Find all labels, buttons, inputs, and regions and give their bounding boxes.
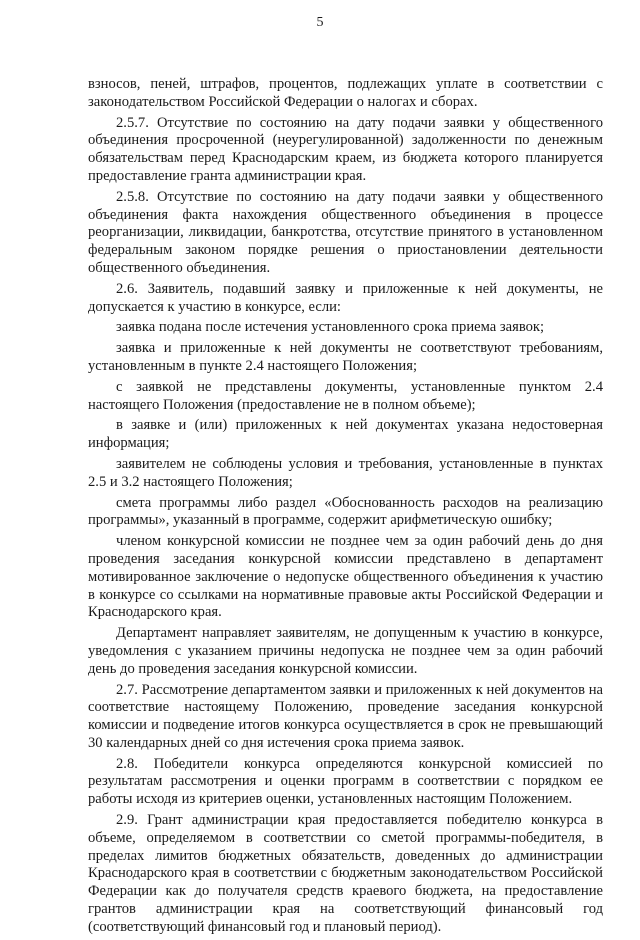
paragraph-notification: Департамент направляет заявителям, не допущенным к участию в конкурсе, уведомления с указанием причины недопуска не позднее чем за один рабочий день до проведения заседания конкурсной комиссии.: [88, 625, 603, 677]
paragraph-continuation: взносов, пеней, штрафов, процентов, подлежащих уплате в соответствии с законодательством Российской Федерации о налогах и сборах.: [88, 76, 603, 110]
page-number: 5: [316, 15, 324, 30]
paragraph-2-6: 2.6. Заявитель, подавший заявку и приложенные к ней документы, не допускается к участию в конкурсе, если:: [88, 280, 603, 315]
paragraph-2-5-7: 2.5.7. Отсутствие по состоянию на дату подачи заявки у общественного объединения просроченной (неурегулированной) задолженности по денежным обязательствам перед Краснодарским краем, из бюджета которого планируется предоставление гранта администрации края.: [88, 114, 603, 184]
list-item-commission-objection: членом конкурсной комиссии не позднее чем за один рабочий день до дня проведения заседания конкурсной комиссии представлено в департамент мотивированное заключение о недопуске общественного объединения к участию в конкурсе со ссылками на нормативные правовые акты Российской Федерации и Краснодарского края.: [88, 533, 603, 621]
list-item-arithmetic-error: смета программы либо раздел «Обоснованность расходов на реализацию программы», указанный в программе, содержит арифметическую ошибку;: [88, 494, 603, 529]
list-item-false-info: в заявке и (или) приложенных к ней документах указана недостоверная информация;: [88, 417, 603, 452]
document-body: [88, 76, 603, 940]
list-item-missing-docs: с заявкой не представлены документы, установленные пунктом 2.4 настоящего Положения (предоставление не в полном объеме);: [88, 378, 603, 413]
list-item-late-submission: заявка подана после истечения установленного срока приема заявок;: [116, 319, 545, 336]
list-item-conditions-not-met: заявителем не соблюдены условия и требования, установленные в пунктах 2.5 и 3.2 настоящего Положения;: [88, 455, 603, 490]
paragraph-2-8: 2.8. Победители конкурса определяются конкурсной комиссией по результатам рассмотрения и оценки программ в соответствии с порядком ее работы исходя из критериев оценки, установленных настоящим Положением.: [88, 755, 603, 808]
paragraph-2-5-8: 2.5.8. Отсутствие по состоянию на дату подачи заявки у общественного объединения факта нахождения общественного объединения в процессе реорганизации, ликвидации, банкротства, отсутствие принятого в установленном федеральным законом порядке решения о приостановлении деятельности общественного объединения.: [88, 188, 603, 276]
paragraph-2-9: 2.9. Грант администрации края предоставляется победителю конкурса в объеме, определяемом в соответствии со сметой программы-победителя, в пределах лимитов бюджетных обязательств, доведенных до администрации Краснодарского края в соответствии с бюджетным законодательством Российской Федерации как до получателя средств краевого бюджета, на предоставление грантов администрации края на соответствующий финансовый год (соответствующий финансовый год и плановый период).: [88, 812, 603, 935]
list-item-noncompliant-docs: заявка и приложенные к ней документы не соответствуют требованиям, установленным в пункте 2.4 настоящего Положения;: [88, 340, 603, 374]
paragraph-2-7: 2.7. Рассмотрение департаментом заявки и приложенных к ней документов на соответствие настоящему Положению, проведение заседания конкурсной комиссии и подведение итогов конкурса осуществляется в срок не превышающий 30 календарных дней со дня истечения срока приема заявок.: [88, 681, 603, 751]
